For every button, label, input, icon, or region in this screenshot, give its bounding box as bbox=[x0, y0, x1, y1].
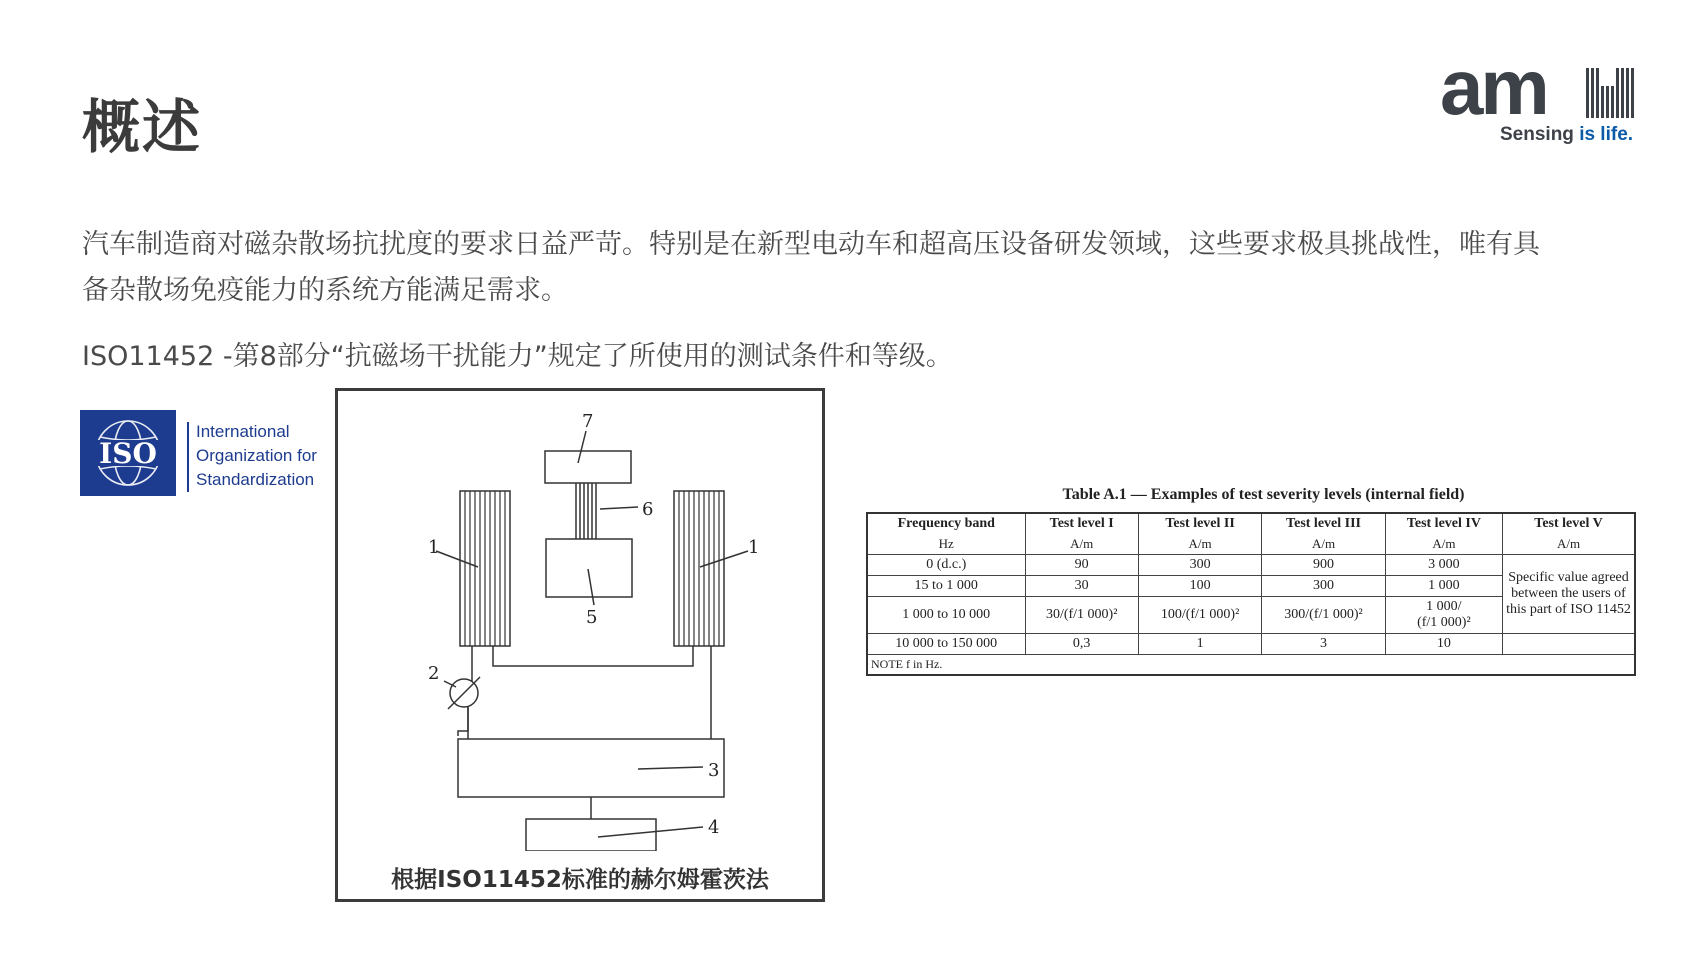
label-6: 6 bbox=[642, 499, 654, 520]
table-cell: 30/(f/1 000)² bbox=[1025, 597, 1138, 634]
label-1-right: 1 bbox=[748, 537, 760, 558]
table-header: Test level IV bbox=[1385, 513, 1502, 534]
iso-mark bbox=[80, 410, 176, 496]
table-header: Test level V bbox=[1503, 513, 1636, 534]
iso-name bbox=[196, 420, 317, 492]
table-note: NOTE f in Hz. bbox=[867, 655, 1635, 676]
iso-line3: Standardization bbox=[196, 470, 315, 489]
table-cell: 0,3 bbox=[1025, 634, 1138, 655]
iso-line2: Organization for bbox=[196, 446, 317, 465]
severity-table-block bbox=[866, 486, 1641, 676]
table-row bbox=[867, 634, 1635, 655]
table-cell: 3 bbox=[1262, 634, 1385, 655]
leads-6 bbox=[576, 483, 596, 539]
table-cell: 1 000 bbox=[1385, 576, 1502, 597]
table-cell-level5: Specific value agreed between the users of this part of ISO 11452 bbox=[1503, 555, 1636, 634]
label-7: 7 bbox=[582, 411, 594, 432]
helmholtz-diagram bbox=[338, 391, 822, 851]
component-4-box bbox=[526, 819, 656, 851]
standard-paragraph: ISO11452 -第8部分“抗磁场干扰能力”规定了所使用的测试条件和等级。 bbox=[82, 341, 953, 372]
iso-divider bbox=[187, 422, 189, 492]
table-unit: A/m bbox=[1262, 534, 1385, 555]
table-cell: 300 bbox=[1138, 555, 1261, 576]
logo-tagline bbox=[1500, 124, 1633, 146]
iso-logo bbox=[80, 410, 332, 500]
table-cell: 300/(f/1 000)² bbox=[1262, 597, 1385, 634]
table-cell: 900 bbox=[1262, 555, 1385, 576]
table-unit: A/m bbox=[1385, 534, 1502, 555]
table-unit: Hz bbox=[867, 534, 1025, 555]
table-unit: A/m bbox=[1138, 534, 1261, 555]
label-3: 3 bbox=[708, 760, 720, 781]
ams-logo bbox=[1440, 43, 1640, 152]
label-1-left: 1 bbox=[428, 537, 440, 558]
tagline-part1: Sensing bbox=[1500, 124, 1580, 145]
iso-mark-text: ISO bbox=[99, 437, 157, 470]
figure-caption: 根据ISO11452标准的赫尔姆霍茨法 bbox=[391, 867, 769, 893]
label-2: 2 bbox=[428, 663, 440, 684]
logo-bars-icon bbox=[1586, 68, 1634, 118]
severity-table bbox=[866, 512, 1636, 676]
table-cell: 0 (d.c.) bbox=[867, 555, 1025, 576]
table-cell: 90 bbox=[1025, 555, 1138, 576]
table-unit: A/m bbox=[1503, 534, 1636, 555]
table-cell: 3 000 bbox=[1385, 555, 1502, 576]
iso-globe-icon bbox=[80, 410, 176, 496]
table-unit: A/m bbox=[1025, 534, 1138, 555]
table-header: Test level III bbox=[1262, 513, 1385, 534]
table-title: Table A.1 — Examples of test severity levels (internal field) bbox=[1062, 486, 1465, 503]
table-cell: 10 bbox=[1385, 634, 1502, 655]
table-cell: 15 to 1 000 bbox=[867, 576, 1025, 597]
component-7-box bbox=[545, 451, 631, 483]
table-header: Test level II bbox=[1138, 513, 1261, 534]
intro-paragraph: 汽车制造商对磁杂散场抗扰度的要求日益严苛。特别是在新型电动车和超高压设备研发领域，这些要求极具挑战性，唯有具备杂散场免疫能力的系统方能满足需求。 bbox=[82, 229, 1540, 306]
component-5-box bbox=[546, 539, 632, 597]
table-cell: 300 bbox=[1262, 576, 1385, 597]
table-cell-empty bbox=[1503, 634, 1636, 655]
logo-wordmark: am bbox=[1440, 43, 1547, 131]
table-cell: 100 bbox=[1138, 576, 1261, 597]
table-header: Test level I bbox=[1025, 513, 1138, 534]
table-header: Frequency band bbox=[867, 513, 1025, 534]
table-cell: 1 bbox=[1138, 634, 1261, 655]
helmholtz-figure bbox=[335, 388, 825, 902]
iso-line1: International bbox=[196, 422, 290, 441]
table-cell: 10 000 to 150 000 bbox=[867, 634, 1025, 655]
table-cell: 100/(f/1 000)² bbox=[1138, 597, 1261, 634]
page-title: 概述 bbox=[82, 93, 203, 161]
table-cell: 30 bbox=[1025, 576, 1138, 597]
tagline-part2: is life. bbox=[1579, 124, 1634, 145]
table-cell: 1 000/ (f/1 000)² bbox=[1385, 597, 1502, 634]
table-row bbox=[867, 555, 1635, 576]
label-4: 4 bbox=[708, 817, 720, 838]
label-5: 5 bbox=[586, 607, 598, 628]
table-cell: 1 000 to 10 000 bbox=[867, 597, 1025, 634]
